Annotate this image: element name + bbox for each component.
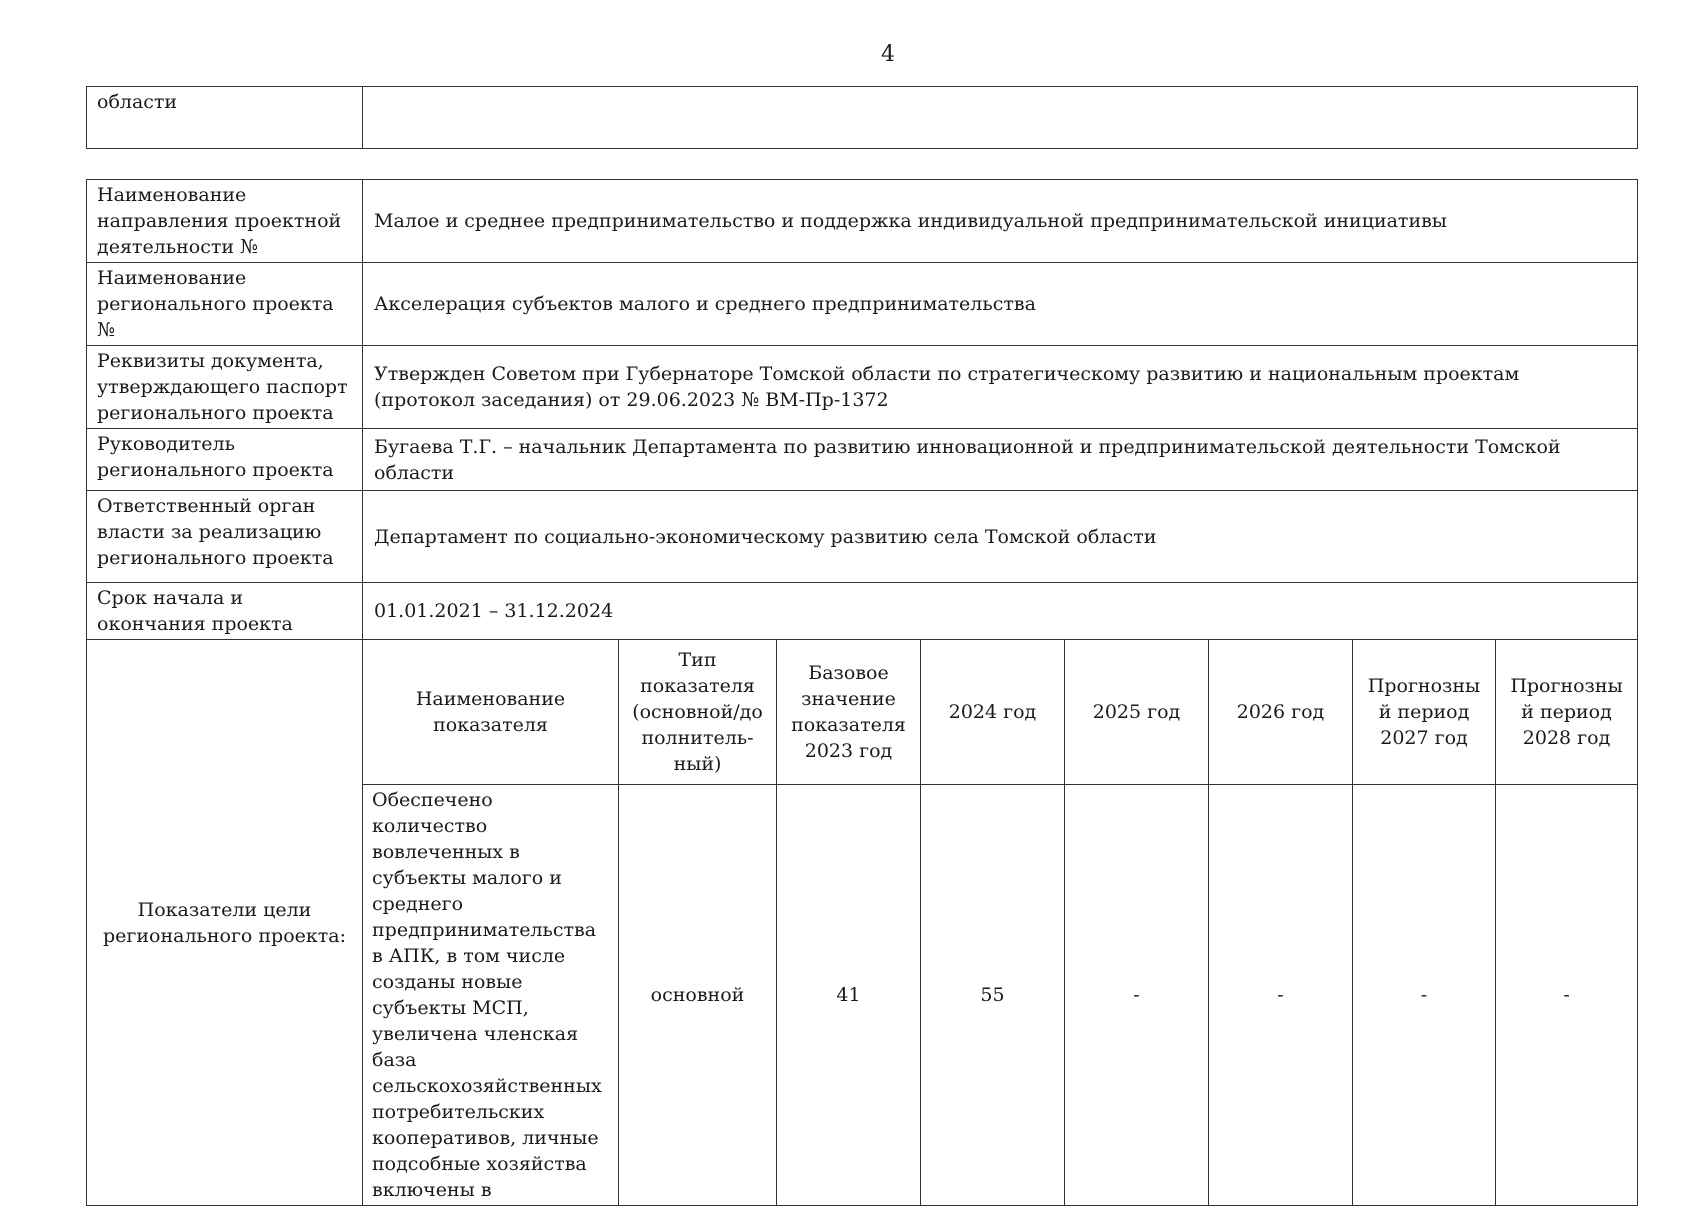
passport-row-head [87, 429, 1638, 491]
indicator-header-2028: Прогнозный период 2028 год [1496, 640, 1638, 785]
indicator-name: Обеспечено количество вовлеченных в субъекты малого и среднего предпринимательства в АПК, в том числе созданы новые субъекты МСП, увеличена членская база сельскохозяйственных потребительских кооперативов, личные подсобные хозяйства включены в [363, 785, 619, 1206]
indicator-header-2025: 2025 год [1065, 640, 1209, 785]
passport-value-head: Бугаева Т.Г. – начальник Департамента по развитию инновационной и предпринимательской деятельности Томской области [363, 429, 1638, 491]
continuation-label: области [87, 87, 363, 149]
continuation-row [87, 87, 1638, 149]
passport-row-document [87, 346, 1638, 429]
indicator-value-2027: - [1353, 785, 1496, 1206]
indicator-base-value: 41 [777, 785, 921, 1206]
passport-row-responsible [87, 491, 1638, 583]
continuation-table [86, 86, 1638, 149]
indicator-header-2024: 2024 год [921, 640, 1065, 785]
project-passport-table [86, 179, 1638, 1206]
passport-label-direction: Наименование направления проектной деятельности № [87, 180, 363, 263]
indicator-value-2025: - [1065, 785, 1209, 1206]
passport-row-project-name [87, 263, 1638, 346]
indicator-header-base: Базовое значение показателя 2023 год [777, 640, 921, 785]
indicator-header-2026: 2026 год [1209, 640, 1353, 785]
indicator-header-type: Тип показателя (основной/до полнитель-ный) [619, 640, 777, 785]
indicator-value-2026: - [1209, 785, 1353, 1206]
indicator-header-2027: Прогнозный период 2027 год [1353, 640, 1496, 785]
passport-label-responsible: Ответственный орган власти за реализацию регионального проекта [87, 491, 363, 583]
passport-row-direction [87, 180, 1638, 263]
passport-value-responsible: Департамент по социально-экономическому развитию села Томской области [363, 491, 1638, 583]
passport-label-period: Срок начала и окончания проекта [87, 583, 363, 640]
passport-label-document: Реквизиты документа, утверждающего паспорт регионального проекта [87, 346, 363, 429]
passport-value-document: Утвержден Советом при Губернаторе Томской области по стратегическому развитию и национальным проектам (протокол заседания) от 29.06.2023 № ВМ-Пр-1372 [363, 346, 1638, 429]
passport-value-project-name: Акселерация субъектов малого и среднего предпринимательства [363, 263, 1638, 346]
page-number: 4 [881, 42, 895, 67]
indicator-value-2024: 55 [921, 785, 1065, 1206]
indicator-header-row [87, 640, 1638, 785]
passport-label-head: Руководитель регионального проекта [87, 429, 363, 491]
continuation-value [363, 87, 1638, 149]
passport-label-project-name: Наименование регионального проекта № [87, 263, 363, 346]
indicator-type: основной [619, 785, 777, 1206]
passport-value-period: 01.01.2021 – 31.12.2024 [363, 583, 1638, 640]
passport-value-direction: Малое и среднее предпринимательство и поддержка индивидуальной предпринимательской инициативы [363, 180, 1638, 263]
indicators-label: Показатели цели регионального проекта: [87, 640, 363, 1206]
passport-row-period [87, 583, 1638, 640]
indicator-header-name: Наименование показателя [363, 640, 619, 785]
indicator-value-2028: - [1496, 785, 1638, 1206]
